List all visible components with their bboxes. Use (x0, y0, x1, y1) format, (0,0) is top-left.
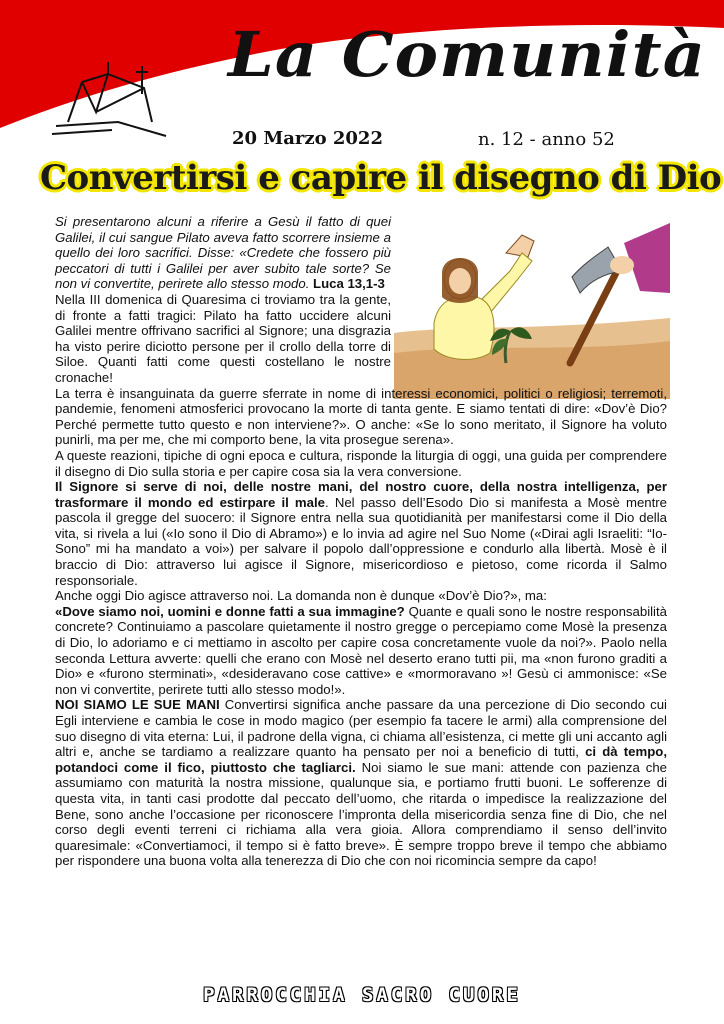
gospel-reference: Luca 13,1-3 (313, 276, 385, 292)
article-body (55, 214, 667, 869)
paragraph-1: Nella III domenica di Quaresima ci troviamo tra la gente, di fronte a fatti tragici: Pilato ha fatto uccidere alcuni Galilei mentre offrivano sacrifici al Signore; una disgrazia ha visto perire diciotto persone per il crollo della torre di Siloe. Quanti fatti come questi costellano le nostre cronache! (55, 291, 391, 385)
paragraph-3: A queste reazioni, tipiche di ogni epoca e cultura, risponde la liturgia di oggi, una guida per comprendere il disegno di Dio sulla storia e per capire cosa sia la vera conversione. (55, 447, 667, 479)
church-logo-icon (48, 52, 178, 144)
issue-date: 20 Marzo 2022 (232, 128, 383, 149)
masthead-title: La Comunità (228, 18, 706, 91)
paragraph-6: NOI SIAMO LE SUE MANI Convertirsi significa anche passare da una percezione di Dio secondo cui Egli interviene e cambia le cose in modo magico (per esempio fa tacere le armi) alla comprensione del suo disegno di vita eterna: Lui, il padrone della vigna, ci chiama all’esistenza, ci mette gli uni accanto agli altri e, anche se tardiamo a realizzare quanto ha pensato per noi a beneficio di tutti, ci dà tempo, potandoci come il fico, piuttosto che tagliarci. Noi siamo le sue mani: attende con pazienza che assumiamo con maturità la nostra missione, qualunque sia, e portiamo frutti buoni. Le sofferenze di questa vita, in tanti casi prodotte dal peccato dell’uomo, che ritarda o impedisce la realizzazione del Bene, sono anche l’occasione per riconoscere l’impronta della misericordia senza fine di Dio, che nel corso degli eventi terreni ci richiama alla vera gioia. Allora comprendiamo il senso dell’invito quaresimale: «Convertiamoci, il tempo si è fatto breve». È sempre troppo breve il tempo che abbiamo per rispondere una buona volta alla tenerezza di Dio che con noi ricomincia sempre da capo! (55, 697, 668, 869)
article-headline: Convertirsi e capire il disegno di Dio (40, 158, 722, 198)
paragraph-2: La terra è insanguinata da guerre sferrate in nome di interessi economici, politici o religiosi; terremoti, pandemie, fenomeni atmosferici provocano la morte di tanta gente. E siamo tentati di dire: «Dov’è Dio? Perché permette tutto questo e non interviene?». O anche: «Se lo sono meritato, il Signore ha voluto punirli, ma per me, che mi comporto bene, la vita prosegue serena». (55, 385, 667, 448)
parish-footer: PARROCCHIA SACRO CUORE (203, 984, 521, 1006)
issue-number: n. 12 - anno 52 (478, 129, 615, 150)
paragraph-4: Il Signore si serve di noi, delle nostre mani, del nostro cuore, della nostra intelligenza, per trasformare il mondo ed estirpare il male. Nel passo dell’Esodo Dio si manifesta a Mosè mentre pascola il gregge del suocero: il Signore entra nella sua quotidianità per manifestarsi come il Dio della vita, si rivela a lui («Io sono il Dio di Abramo») e lo invia ad agire nel Suo Nome («Dirai agli Israeliti: “Io-Sono” mi ha mandato a voi») per salvare il popolo dall’oppressione e condurlo alla libertà. Mosè è il braccio di Dio: attraverso lui agisce il Signore, misericordioso e pietoso, come ricorda il Salmo responsoriale. (55, 479, 668, 588)
gospel-quote: Si presentarono alcuni a riferire a Gesù il fatto di quei Galilei, il cui sangue Pilato aveva fatto scorrere insieme a quello dei loro sacrifici. Disse: «Credete che fossero più peccatori di tutti i Galilei per aver subito tale sorte? Se non vi convertite, perirete allo stesso modo. Luca 13,1-3 (55, 214, 391, 292)
paragraph-5: Anche oggi Dio agisce attraverso noi. La domanda non è dunque «Dov’è Dio?», ma: «Dove siamo noi, uomini e donne fatti a sua immagine? Quante e quali sono le nostre responsabilità concrete? Continuiamo a pascolare quietamente il nostro gregge o percepiamo come Mosè la presenza di Dio, lo adoriamo e ci mettiamo in ascolto per capire cosa concretamente vuole da noi?». Paolo nella seconda Lettura avverte: quelli che erano con Mosè nel deserto erano tutti pii, ma «non furono graditi a Dio» e «furono sterminati», «desideravano cose cattive» e «mormoravano »! Gesù ci ammonisce: «Se non vi convertite, perirete tutti allo stesso modo!». (55, 588, 667, 697)
